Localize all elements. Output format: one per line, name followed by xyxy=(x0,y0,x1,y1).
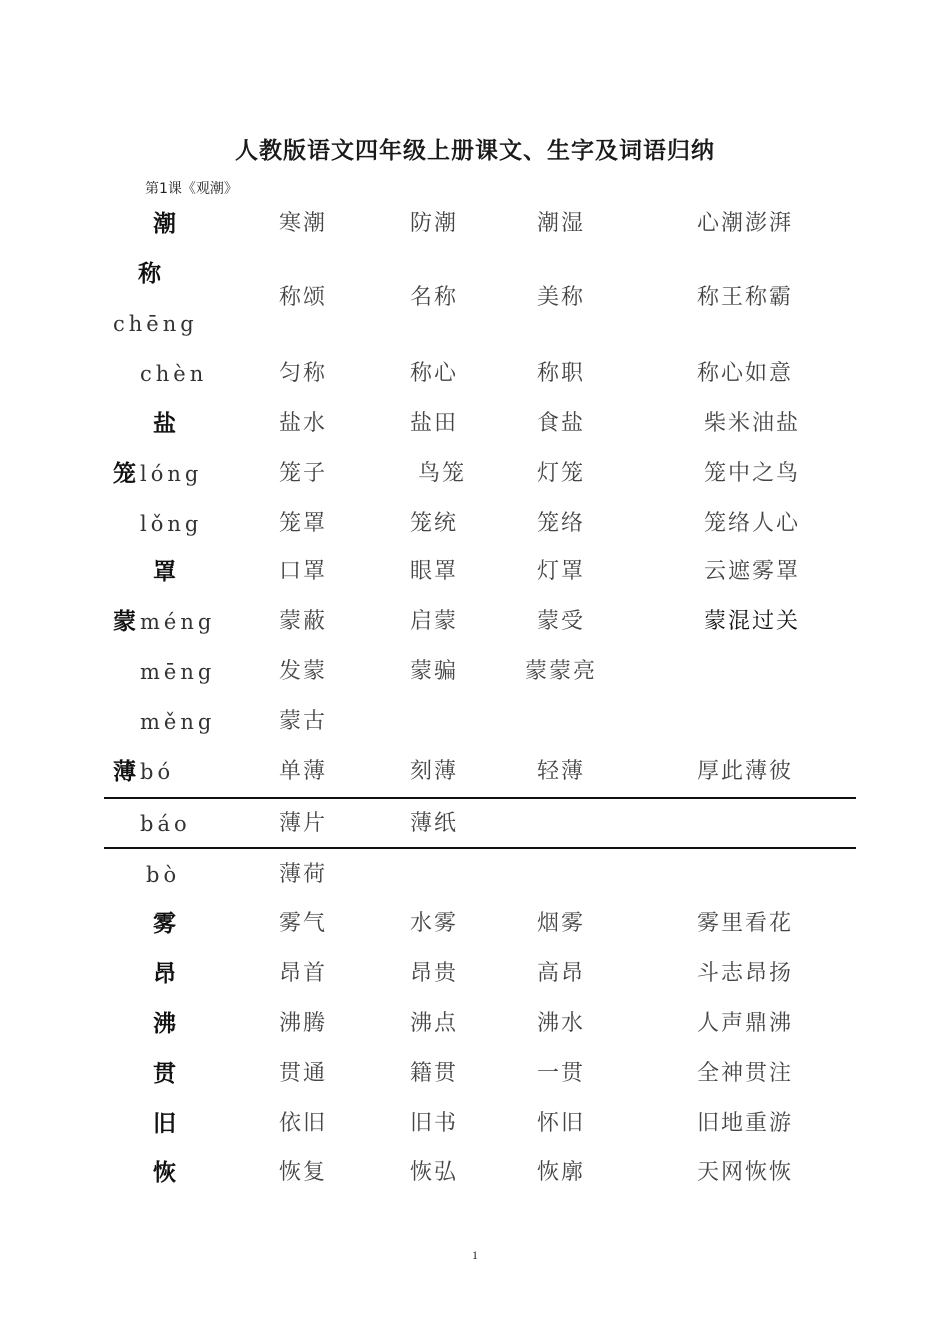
vocab-word: 蒙蒙亮 xyxy=(525,659,598,684)
vocab-word: 昂首 xyxy=(279,961,328,986)
vocab-word: 名称 xyxy=(410,285,459,310)
headword-char: 昂 xyxy=(153,960,176,987)
vocab-word: 旧地重游 xyxy=(697,1111,794,1136)
headword-char: 称 xyxy=(138,260,161,287)
vocab-word: 恢廓 xyxy=(537,1160,586,1185)
vocab-word: 灯笼 xyxy=(537,461,586,486)
vocab-word: 斗志昂扬 xyxy=(697,961,794,986)
vocab-word: 笼中之鸟 xyxy=(704,461,801,486)
vocab-word: 笼络 xyxy=(537,511,586,536)
vocab-word: 高昂 xyxy=(537,961,586,986)
table-row xyxy=(0,698,950,746)
pinyin: chēng xyxy=(113,312,198,336)
vocab-word: 称职 xyxy=(537,361,586,386)
vocab-word: 沸点 xyxy=(410,1011,459,1036)
vocab-word: 心潮澎湃 xyxy=(697,211,794,236)
vocab-word: 水雾 xyxy=(410,911,459,936)
vocab-word: 发蒙 xyxy=(279,659,328,684)
table-row xyxy=(0,350,950,398)
vocab-word: 烟雾 xyxy=(537,911,586,936)
vocab-word: 匀称 xyxy=(279,361,328,386)
table-row xyxy=(0,260,950,336)
vocab-word: 盐田 xyxy=(410,411,459,436)
vocab-word: 恢弘 xyxy=(410,1160,459,1185)
vocab-word: 一贯 xyxy=(537,1061,586,1086)
vocab-word: 鸟笼 xyxy=(418,461,467,486)
vocab-word: 单薄 xyxy=(279,759,328,784)
vocab-word: 恢复 xyxy=(279,1160,328,1185)
vocab-word: 云遮雾罩 xyxy=(704,559,801,584)
vocab-word: 蒙混过关 xyxy=(704,609,801,634)
vocab-word: 笼络人心 xyxy=(704,511,801,536)
table-row xyxy=(0,450,950,498)
headword-char: 薄 xyxy=(113,758,136,785)
vocab-word: 籍贯 xyxy=(410,1061,459,1086)
vocab-word: 称王称霸 xyxy=(697,285,794,310)
vocab-word: 依旧 xyxy=(279,1111,328,1136)
vocab-word: 启蒙 xyxy=(410,609,459,634)
headword-char: 雾 xyxy=(153,910,176,937)
vocab-word: 柴米油盐 xyxy=(704,411,801,436)
pinyin: bó xyxy=(140,760,175,784)
vocab-word: 眼罩 xyxy=(410,559,459,584)
pinyin: mēng xyxy=(140,660,216,684)
table-row xyxy=(0,1149,950,1197)
pinyin: lóng xyxy=(140,462,203,486)
vocab-word: 薄荷 xyxy=(279,862,328,887)
pinyin: lǒng xyxy=(140,512,203,536)
vocab-word: 怀旧 xyxy=(537,1111,586,1136)
vocab-word: 寒潮 xyxy=(279,211,328,236)
table-row xyxy=(0,1000,950,1048)
vocab-word: 蒙蔽 xyxy=(279,609,328,634)
table-row xyxy=(0,400,950,448)
vocab-word: 称颂 xyxy=(279,285,328,310)
vocab-word: 天网恢恢 xyxy=(697,1160,794,1185)
lesson-label: 第1课《观潮》 xyxy=(145,181,238,197)
vocab-word: 全神贯注 xyxy=(697,1061,794,1086)
vocab-word: 雾里看花 xyxy=(697,911,794,936)
headword-char: 潮 xyxy=(153,210,176,237)
vocab-word: 笼子 xyxy=(279,461,328,486)
vocab-word: 沸水 xyxy=(537,1011,586,1036)
vocab-word: 盐水 xyxy=(279,411,328,436)
vocab-word: 沸腾 xyxy=(279,1011,328,1036)
page-title: 人教版语文四年级上册课文、生字及词语归纳 xyxy=(235,137,715,164)
table-row xyxy=(0,598,950,646)
headword-char: 罩 xyxy=(153,558,176,585)
headword-char: 沸 xyxy=(153,1010,176,1037)
pinyin: chèn xyxy=(140,362,208,386)
vocab-word: 昂贵 xyxy=(410,961,459,986)
page-number: 1 xyxy=(472,1248,478,1262)
vocab-word: 旧书 xyxy=(410,1111,459,1136)
vocab-word: 厚此薄彼 xyxy=(697,759,794,784)
table-rule xyxy=(104,847,856,849)
vocab-word: 蒙古 xyxy=(279,709,328,734)
table-row xyxy=(0,851,950,899)
headword-char: 恢 xyxy=(153,1159,176,1186)
vocab-word: 口罩 xyxy=(279,559,328,584)
vocab-word: 蒙受 xyxy=(537,609,586,634)
vocab-word: 笼统 xyxy=(410,511,459,536)
table-row xyxy=(0,200,950,248)
vocab-word: 灯罩 xyxy=(537,559,586,584)
table-row xyxy=(0,900,950,948)
vocab-word: 薄纸 xyxy=(410,811,459,836)
table-row xyxy=(0,748,950,796)
vocab-word: 潮湿 xyxy=(537,211,586,236)
headword-char: 贯 xyxy=(153,1060,176,1087)
table-row xyxy=(0,1100,950,1148)
table-row xyxy=(0,548,950,596)
table-row xyxy=(0,500,950,548)
vocab-word: 薄片 xyxy=(279,811,328,836)
pinyin: báo xyxy=(140,812,191,836)
vocab-word: 轻薄 xyxy=(537,759,586,784)
headword-char: 笼 xyxy=(113,460,136,487)
headword-char: 蒙 xyxy=(113,608,136,635)
vocab-word: 人声鼎沸 xyxy=(697,1011,794,1036)
pinyin: měng xyxy=(140,710,216,734)
vocab-word: 防潮 xyxy=(410,211,459,236)
vocab-word: 称心 xyxy=(410,361,459,386)
vocab-word: 食盐 xyxy=(537,411,586,436)
headword-char: 盐 xyxy=(153,410,176,437)
table-row xyxy=(0,800,950,848)
table-row xyxy=(0,950,950,998)
vocab-word: 刻薄 xyxy=(410,759,459,784)
vocab-word: 雾气 xyxy=(279,911,328,936)
pinyin: bò xyxy=(146,863,181,887)
table-row xyxy=(0,1050,950,1098)
headword-char: 旧 xyxy=(153,1110,176,1137)
table-row xyxy=(0,648,950,696)
vocab-word: 蒙骗 xyxy=(410,659,459,684)
table-rule xyxy=(104,797,856,799)
vocab-word: 笼罩 xyxy=(279,511,328,536)
vocab-word: 美称 xyxy=(537,285,586,310)
vocab-word: 贯通 xyxy=(279,1061,328,1086)
pinyin: méng xyxy=(140,610,216,634)
vocab-word: 称心如意 xyxy=(697,361,794,386)
